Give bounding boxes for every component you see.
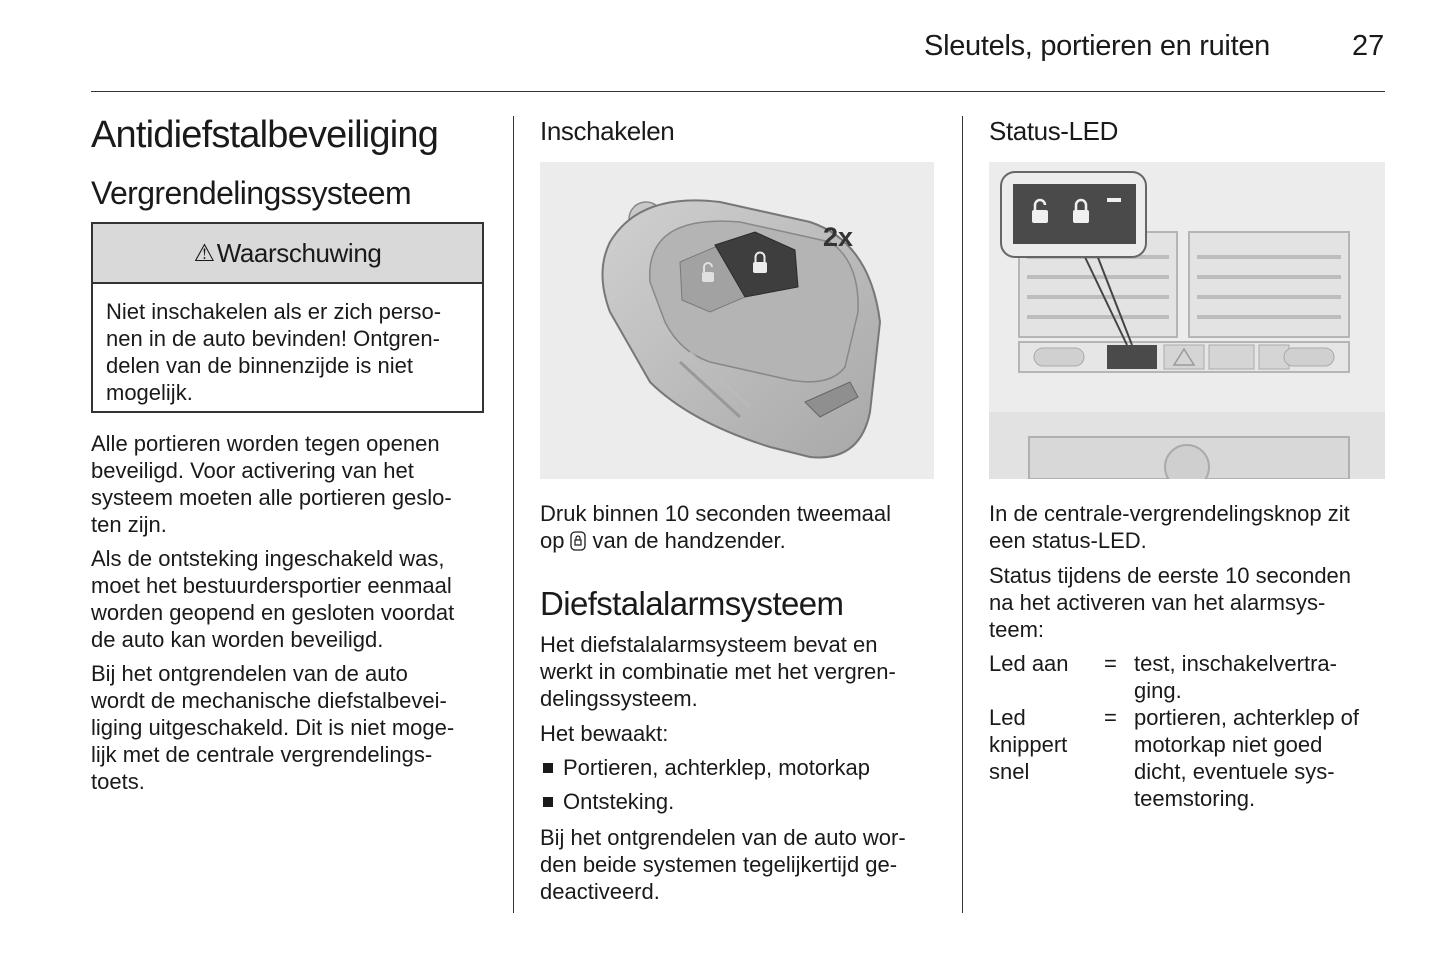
paragraph: In de centrale-vergrendelingsknop zit een status-LED. (989, 501, 1350, 553)
status-led-illustration (989, 162, 1385, 479)
paragraph: Het diefstalalarmsysteem bevat en werkt in combinatie met het vergren- delingssysteem. (540, 632, 896, 711)
paragraph: Als de ontsteking ingeschakeld was, moet het bestuurdersportier eenmaal worden geopend en gesloten voordat de auto kan worden beveiligd. (91, 546, 455, 652)
led-status-table (989, 650, 1389, 820)
subsection-heading: Inschakelen (540, 116, 675, 146)
warning-box (91, 222, 484, 413)
instruction-line-2-end: van de handzender. (592, 528, 786, 553)
warning-heading: Waarschuwing (216, 237, 382, 268)
table-row: Led aan = test, inschakelvertra- ging. (989, 651, 1337, 703)
list-item: Portieren, achterklep, motorkap (540, 755, 870, 781)
paragraph: Het bewaakt: (540, 721, 669, 746)
paragraph: Bij het ontgrendelen van de auto wordt de mechanische diefstalbevei- liging uitgeschakeld. Dit is niet moge- lijk met de centrale vergrendelings- toets. (91, 661, 455, 794)
warning-text: Niet inschakelen als er zich perso- nen in de auto bevinden! Ontgren- delen van de binnenzijde is niet mogelijk. (106, 299, 442, 405)
list-item: Ontsteking. (540, 789, 674, 815)
press-count-label: 2x (823, 222, 854, 252)
column-divider-2 (962, 116, 963, 913)
header-divider (91, 91, 1385, 92)
paragraph (540, 500, 940, 554)
paragraph: Status tijdens de eerste 10 seconden na het activeren van het alarmsys- teem: (989, 563, 1352, 642)
section-title: Antidiefstalbeveiliging (91, 114, 439, 156)
warning-header (93, 224, 482, 284)
lock-button-icon (569, 530, 587, 552)
key-fob-illustration (540, 162, 934, 479)
instruction-line-1: Druk binnen 10 seconden tweemaal (540, 501, 892, 526)
table-row: Led knippert snel = portieren, achterklep of motorkap niet goed dicht, eventuele sys- teemstoring. (989, 705, 1360, 811)
warning-icon: ⚠ (193, 239, 215, 267)
bullet-icon (543, 763, 553, 773)
paragraph: Bij het ontgrendelen van de auto wor- den beide systemen tegelijkertijd ge- deactiveerd. (540, 825, 906, 904)
bullet-icon (543, 797, 553, 807)
paragraph: Alle portieren worden tegen openen beveiligd. Voor activering van het systeem moeten alle portieren geslo- ten zijn. (91, 431, 452, 537)
section-subtitle: Vergrendelingssysteem (91, 175, 412, 211)
page-number: 27 (1352, 30, 1385, 62)
column-divider-1 (513, 116, 514, 913)
section-heading: Diefstalalarmsysteem (540, 585, 844, 622)
subsection-heading: Status-LED (989, 116, 1118, 146)
page-header-title: Sleutels, portieren en ruiten (924, 30, 1270, 62)
instruction-line-2-start: op (540, 528, 565, 553)
